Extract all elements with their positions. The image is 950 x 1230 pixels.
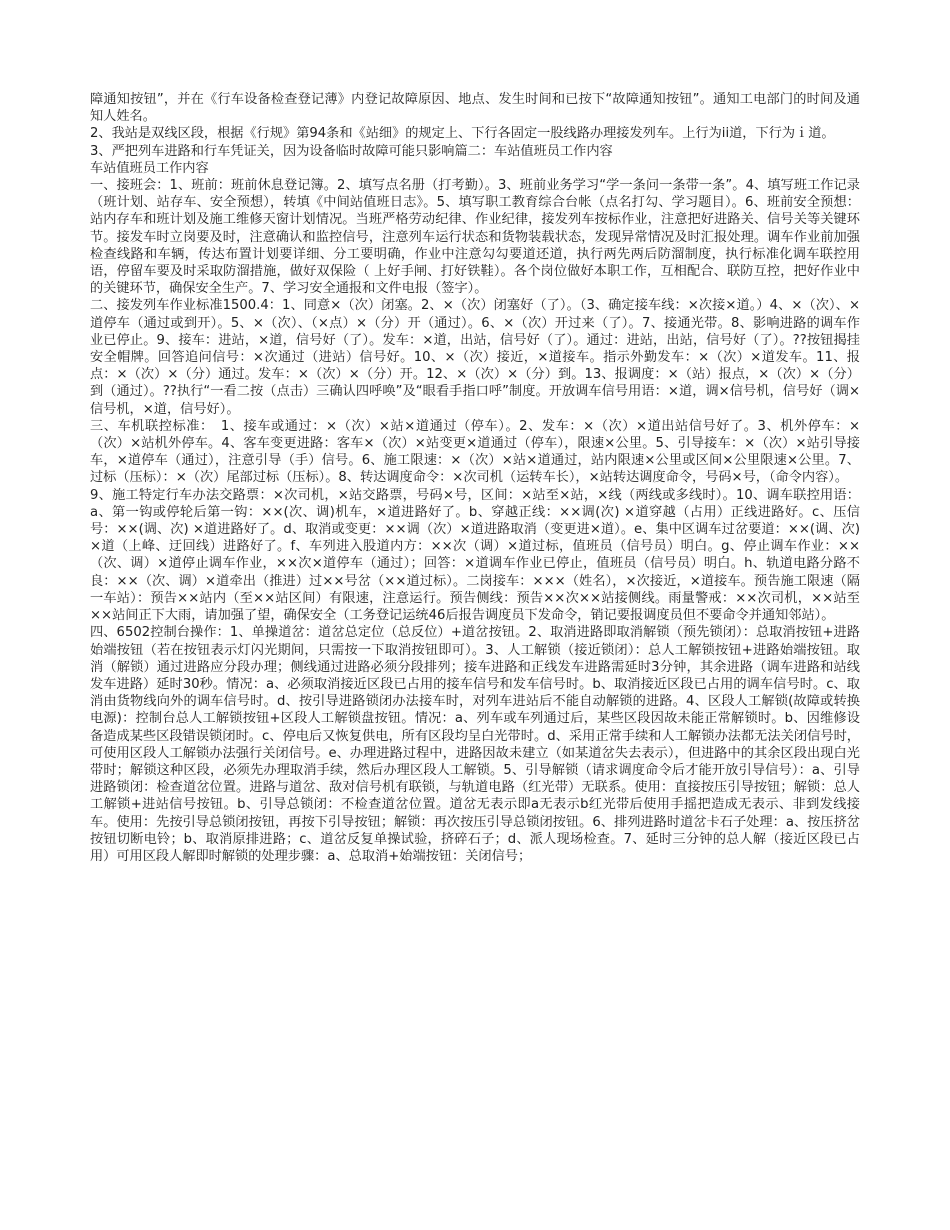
paragraph-cab-liaison-standard: 三、车机联控标准： 1、接车或通过：×（次）×站×道通过（停车）。2、发车：×（次）×道出站信号好了。3、机外停车：×（次）×站机外停车。4、客车变更进路：客车×（次）×站变更×道通过（停车），限速×公里。5、引导接车：×（次）×站引导接车，×道停车（通过），注意引导（手）信号。6、施工限速：×（次）×站×道通过，站内限速×公里或区间×公里限速×公里。7、过标（压标）：×（次）尾部过标（压标）。8、转达调度命令：×次司机（运转车长），×站转达调度命令，号码×号，（命令内容）。 [90, 418, 860, 486]
paragraph-double-line-section: 2、我站是双线区段，根据《行规》第94条和《站细》的规定上、下行各固定一股线路办理接发列车。上行为ii道，下行为ｉ道。 [90, 126, 835, 142]
paragraph-fault-notice: 障通知按钮”，并在《行车设备检查登记薄》内登记故障原因、地点、发生时间和已按下“故障通知按钮”。通知工电部门的时间及通知人姓名。 [90, 92, 860, 125]
paragraph-special-operations: 9、施工特定行车办法交路票：×次司机，×站交路票，号码×号，区间：×站至×站，×线（两线或多线时）。10、调车联控用语：a、第一钩或停轮后第一钩：××(次、调)机车，×道进路好了。b、穿越正线：××调(次) ×道穿越（占用）正线进路好。c、压信号：××(调、次) ×道进路好了。d、取消或变更：××调（次）×道进路取消（变更进×道）。e、集中区调车过岔要道：××(调、次)×道（上峰、迂回线）进路好了。f、车列进入股道内方：××次（调）×道过标，值班员（信号员）明白。g、停止调车作业：××（次、调）×道停止调车作业，××次×道停车（通过）；回答：×道调车作业已停止，值班员（信号员）明白。h、轨道电路分路不良：××（次、调）×道牵出（推进）过××号岔（××道过标）。二岗接车：×××（姓名），×次接近，×道接车。预告施工限速（隔一车站）：预告××站内（至××站区间）有限速，注意运行。预告侧线：预告××次××站接侧线。雨量警戒：××次司机，××站至××站间正下大雨，请加强了望，确保安全（工务登记运统46后报告调度员下发命令，销记要报调度员但不要命令并通知邻站）。 [90, 487, 860, 624]
section-title: 车站值班员工作内容 [90, 160, 209, 176]
paragraph-train-dispatch-standard: 二、接发列车作业标准1500.4：1、同意×（次）闭塞。2、×（次）闭塞好（了）。（3、确定接车线：×次接×道。）4、×（次）、×道停车（通过或到开）。5、×（次）、（×点）×（分）开（通过）。6、×（次）开过来（了）。7、接通光带。8、影响进路的调车作业已停止。9、接车：进站，×道，信号好（了）。发车：×道，出站，信号好（了）。通过：进站，出站，信号好（了）。??按钮揭挂安全帽牌。回答追问信号：×次通过（进站）信号好。10、×（次）接近，×道接车。指示外勤发车：×（次）×道发车。11、报点：×（次）×（分）通过。发车：×（次）×（分）开。12、×（次）×（分）到。13、报调度：×（站）报点，×（次）×（分）到（通过）。??执行“一看二按（点击）三确认四呼唤”及“眼看手指口呼”制度。开放调车信号用语：×道，调×信号机，信号好（调×信号机，×道，信号好）。 [90, 298, 860, 417]
paragraph-shift-meeting: 一、接班会：1、班前：班前休息登记簿。2、填写点名册（打考勤）。3、班前业务学习“学一条问一条带一条”。4、填写班工作记录（班计划、站存车、安全预想），转填《中间站值班日志》。5、填写职工教育综合台帐（点名打勾、学习题目）。6、班前安全预想：站内存车和班计划及施工维修天窗计划情况。当班严格劳动纪律、作业纪律，接发列车按标作业，注意把好进路关、信号关等关键环节。接发车时立岗要及时，注意确认和监控信号，注意列车运行状态和货物装载状态，发现异常情况及时汇报处理。调车作业前加强检查线路和车辆，传达布置计划要详细、分工要明确，作业中注意勾勾要道还道，执行两先两后防溜制度，执行标准化调车联控用语，停留车要及时采取防溜措施，做好双保险（ 上好手闸、打好铁鞋）。各个岗位做好本职工作，互相配合、联防互控，把好作业中的关键环节，确保安全生产。7、学习安全通报和文件电报（签字）。 [90, 178, 860, 297]
paragraph-6502-console-operation: 四、6502控制台操作：1、单操道岔：道岔总定位（总反位）+道岔按钮。2、取消进路即取消解锁（预先锁闭）：总取消按钮+进路始端按钮（若在按钮表示灯闪光期间，只需按一下取消按钮即可）。3、人工解锁（接近锁闭）：总人工解锁按钮+进路始端按钮。取消（解锁）通过进路应分段办理；侧线通过进路必须分段排列；接车进路和正线发车进路需延时3分钟，其余进路（调车进路和站线发车进路）延时30秒。情况：a、必须取消接近区段已占用的接车信号和发车信号时。b、取消接近区段已占用的调车信号时。c、取消由货物线向外的调车信号时。d、按引导进路锁闭办法接车时，对列车进站后不能自动解锁的进路。4、区段人工解锁(故障或转换电源)：控制台总人工解锁按钮+区段人工解锁盘按钮。情况：a、列车或车列通过后，某些区段因故未能正常解锁时。b、因维修设备造成某些区段错误锁闭时。c、停电后又恢复供电，所有区段均呈白光带时。d、采用正常手续和人工解锁办法都无法关闭信号时，可使用区段人工解锁办法强行关闭信号。e、办理进路过程中，进路因故未建立（如某道岔失去表示），但进路中的其余区段出现白光带时；解锁这种区段，必须先办理取消手续，然后办理区段人工解锁。5、引导解锁（请求调度命令后才能开放引导信号）：a、引导进路锁闭：检查道岔位置。进路与道岔、敌对信号机有联锁，与轨道电路（红光带）无联系。使用：直接按压引导按钮；解锁：总人工解锁+进站信号按钮。b、引导总锁闭：不检查道岔位置。道岔无表示即a无表示b红光带后使用手摇把造成无表示、非到发线接车。使用：先按引导总锁闭按钮，再按下引导按钮；解锁：再次按压引导总锁闭按钮。6、排列进路时道岔卡石子处理：a、按压挤岔按钮切断电铃；b、取消原排进路；c、道岔反复单操试验，挤碎石子；d、派人现场检查。7、延时三分钟的总人解（接近区段已占用）可用区段人解即时解锁的处理步骤：a、总取消+始端按钮：关闭信号； [90, 625, 860, 864]
paragraph-route-control: 3、严把列车进路和行车凭证关，因为设备临时故障可能只影响篇二：车站值班员工作内容 [90, 143, 613, 159]
